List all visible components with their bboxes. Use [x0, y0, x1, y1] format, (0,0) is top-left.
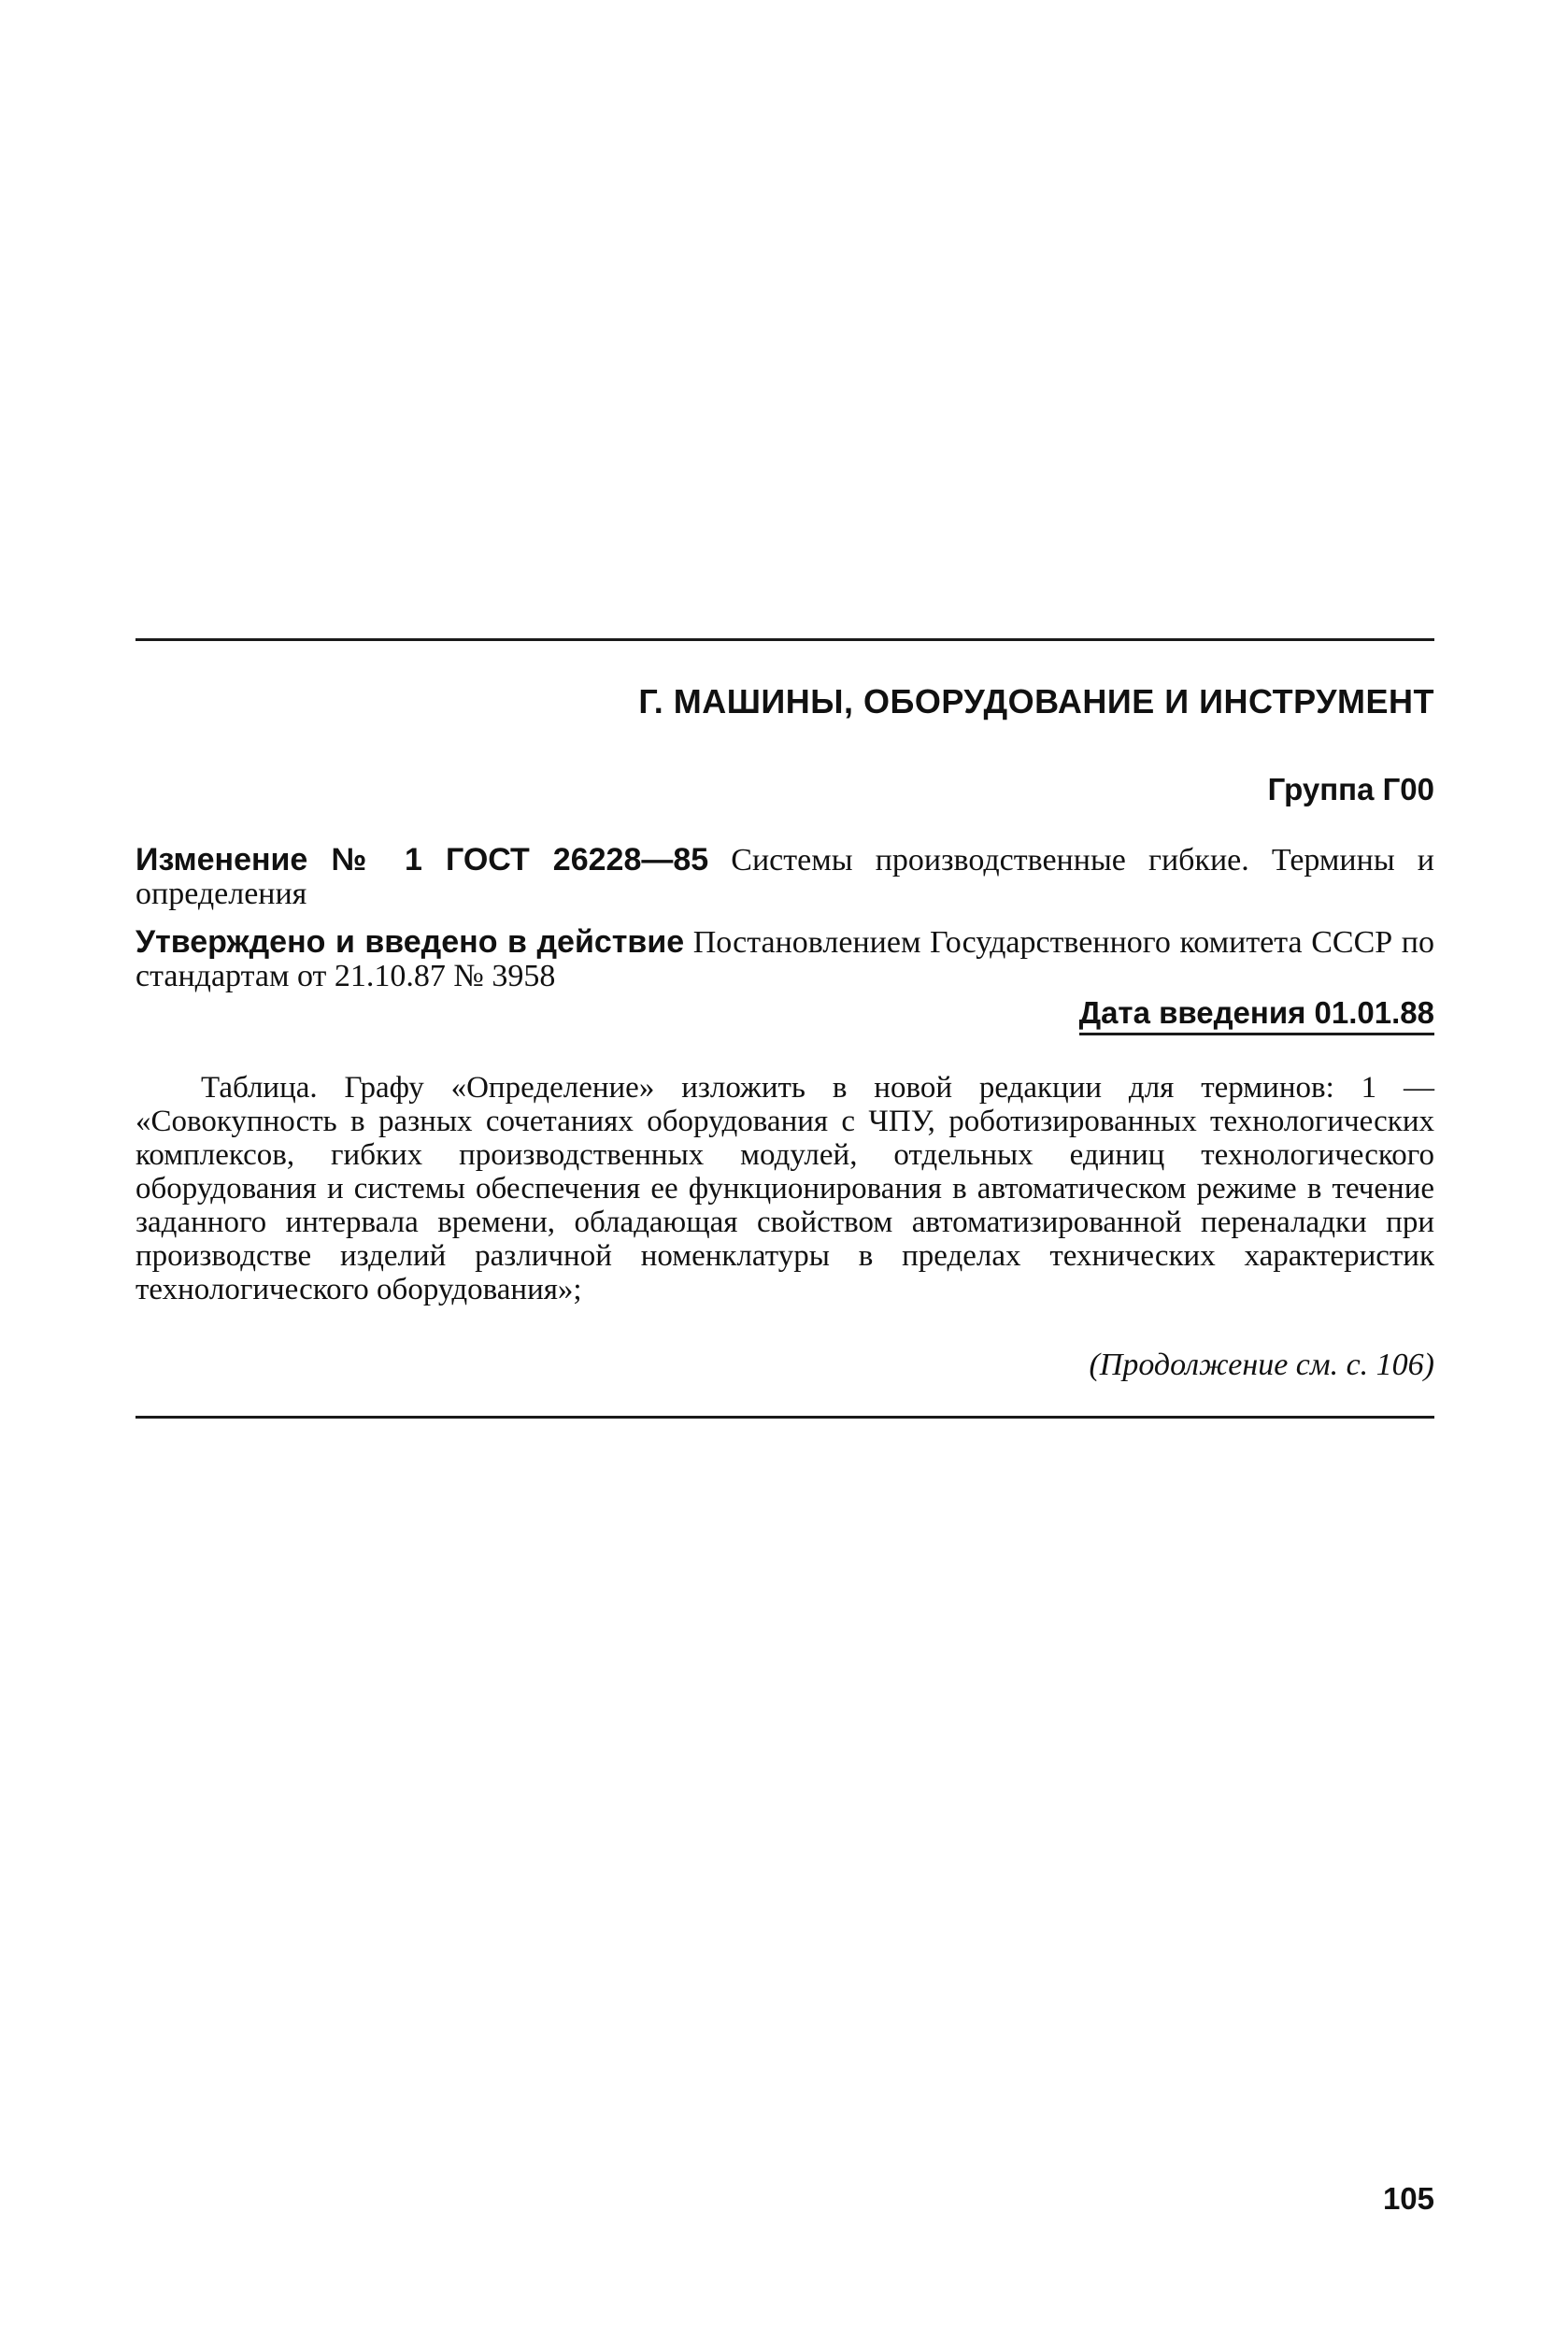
approval-statement [135, 925, 1434, 993]
approval-text: Постановлением Государственного комитета СССР по стандартам от 21.10.87 № 3958 [135, 925, 1434, 993]
approval-prefix: Утверждено и введено в действие [135, 924, 685, 960]
continuation-note: (Продолжение см. с. 106) [1089, 1348, 1434, 1382]
page-number: 105 [1382, 2181, 1434, 2216]
change-title-text: Системы производственные гибкие. Термины и определения [135, 843, 1434, 911]
change-title [135, 843, 1434, 911]
change-title-prefix: Изменение № 1 ГОСТ 26228—85 [135, 842, 709, 878]
introduction-date-text: Дата введения 01.01.88 [1079, 995, 1434, 1035]
introduction-date [135, 995, 1434, 1035]
group-label: Группа Г00 [1267, 772, 1434, 806]
section-heading: Г. МАШИНЫ, ОБОРУДОВАНИЕ И ИНСТРУМЕНТ [638, 682, 1434, 721]
bottom-rule [135, 1416, 1434, 1419]
amendment-body-text: Таблица. Графу «Определение» изложить в новой редакции для терминов: 1 — «Совокупность в разных сочетаниях оборудования с ЧПУ, роботизированных технологических комплексов, гибких производственных модулей, отдельных единиц технологического оборудования и системы обеспечения ее функционирования в автоматическом режиме в течение заданного интервала времени, обладающая свойством автоматизированной переналадки при производстве изделий различной номенклатуры в пределах технических характеристик технологического оборудования»; [135, 1071, 1434, 1306]
top-rule [135, 638, 1434, 641]
